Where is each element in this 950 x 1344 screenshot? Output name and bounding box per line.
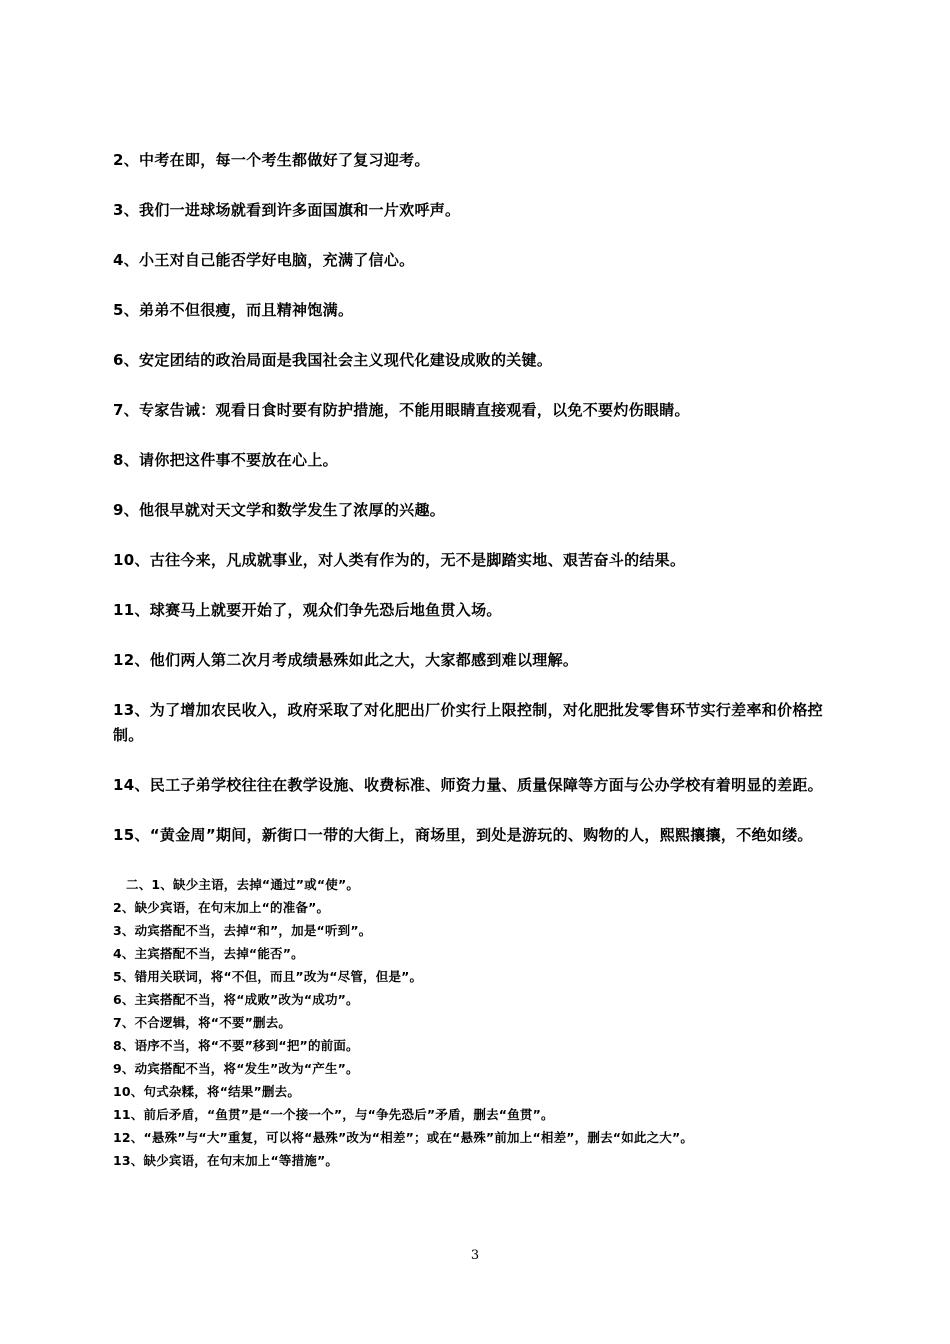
question-item: 11、球赛马上就要开始了，观众们争先恐后地鱼贯入场。 xyxy=(113,601,502,619)
question-item: 5、弟弟不但很瘦，而且精神饱满。 xyxy=(113,301,354,319)
answer-item: 6、主宾搭配不当，将“成败”改为“成功”。 xyxy=(113,992,359,1007)
answer-item: 5、错用关联词，将“不但，而且”改为“尽管，但是”。 xyxy=(113,969,423,984)
answer-item: 11、前后矛盾，“鱼贯”是“一个接一个”，与“争先恐后”矛盾，删去“鱼贯”。 xyxy=(113,1107,554,1122)
answer-list xyxy=(113,873,843,1172)
question-item: 9、他很早就对天文学和数学发生了浓厚的兴趣。 xyxy=(113,501,446,519)
answer-item: 4、主宾搭配不当，去掉“能否”。 xyxy=(113,946,304,961)
question-item: 15、“黄金周”期间，新街口一带的大街上，商场里，到处是游玩的、购物的人，熙熙攘攘，不绝如缕。 xyxy=(113,826,813,844)
question-item: 14、民工子弟学校往往在教学设施、收费标准、师资力量、质量保障等方面与公办学校有着明显的差距。 xyxy=(113,776,823,794)
answer-item: 13、缺少宾语，在句末加上“等措施”。 xyxy=(113,1153,339,1168)
question-item: 3、我们一进球场就看到许多面国旗和一片欢呼声。 xyxy=(113,201,461,219)
answer-item: 10、句式杂糅，将“结果”删去。 xyxy=(113,1084,301,1099)
question-item: 13、为了增加农民收入，政府采取了对化肥出厂价实行上限控制，对化肥批发零售环节实行差率和价格控制。 xyxy=(113,701,823,744)
answer-item: 2、缺少宾语，在句末加上“的准备”。 xyxy=(113,900,330,915)
page-number: 3 xyxy=(470,1248,480,1263)
answer-item: 3、动宾搭配不当，去掉“和”，加是“听到”。 xyxy=(113,923,372,938)
question-item: 6、安定团结的政治局面是我国社会主义现代化建设成败的关键。 xyxy=(113,351,553,369)
answer-item: 9、动宾搭配不当，将“发生”改为“产生”。 xyxy=(113,1061,359,1076)
question-item: 12、他们两人第二次月考成绩悬殊如此之大，大家都感到难以理解。 xyxy=(113,651,579,669)
question-item: 4、小王对自己能否学好电脑，充满了信心。 xyxy=(113,251,415,269)
answer-item: 12、“悬殊”与“大”重复，可以将“悬殊”改为“相差”；或在“悬殊”前加上“相差”，删去“如此之大”。 xyxy=(113,1130,694,1145)
answer-item: 8、语序不当，将“不要”移到“把”的前面。 xyxy=(113,1038,359,1053)
question-item: 8、请你把这件事不要放在心上。 xyxy=(113,451,338,469)
question-list xyxy=(113,148,843,873)
question-item: 7、专家告诫：观看日食时要有防护措施，不能用眼睛直接观看，以免不要灼伤眼睛。 xyxy=(113,401,690,419)
question-item: 2、中考在即，每一个考生都做好了复习迎考。 xyxy=(113,151,430,169)
answer-item: 二、1、缺少主语，去掉“通过”或“使”。 xyxy=(126,877,360,892)
answer-item: 7、不合逻辑，将“不要”删去。 xyxy=(113,1015,292,1030)
question-item: 10、古往今来，凡成就事业，对人类有作为的，无不是脚踏实地、艰苦奋斗的结果。 xyxy=(113,551,686,569)
